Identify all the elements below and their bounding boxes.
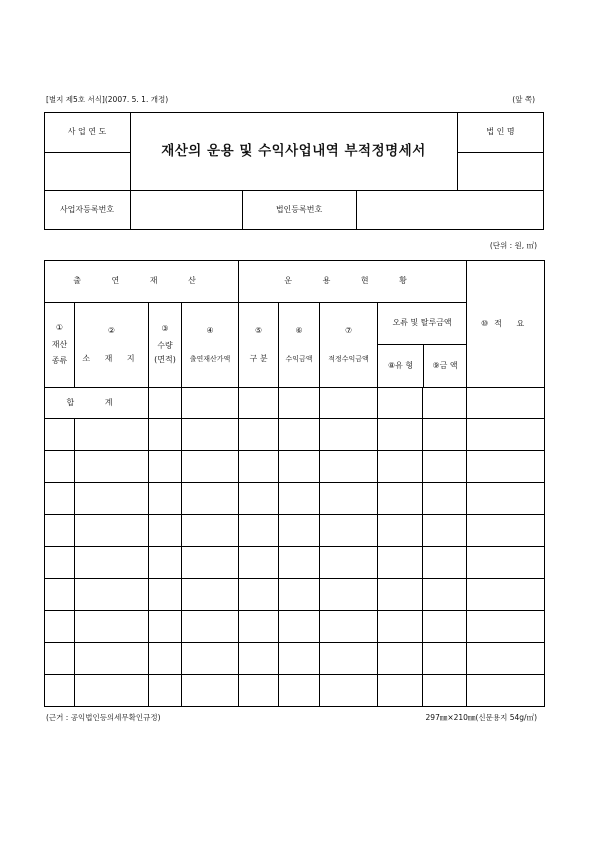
table-row xyxy=(45,675,545,707)
col-error-group xyxy=(378,303,467,388)
table-row xyxy=(45,547,545,579)
col-remarks-header: ⑩적 요 xyxy=(467,261,545,388)
total-row xyxy=(45,388,545,419)
footer-basis: (근거 : 공익법인등의세무확인규정) xyxy=(46,713,161,722)
col-proper-revenue-header: ⑦ 적정수익금액 xyxy=(320,303,378,388)
corp-name-label: 법 인 명 xyxy=(486,127,515,136)
table-row xyxy=(45,579,545,611)
page-title: 재산의 운용 및 수익사업내역 부적정명세서 xyxy=(161,142,426,159)
table-row xyxy=(45,611,545,643)
group-contributed-header: 출 연 재 산 xyxy=(45,261,239,303)
corp-reg-no-field[interactable] xyxy=(356,190,544,230)
col-revenue-header: ⑥ 수익금액 xyxy=(279,303,320,388)
table-row xyxy=(45,419,545,451)
corp-name-field[interactable] xyxy=(457,152,544,190)
form-label: [별지 제5호 서식](2007. 5. 1. 개정) xyxy=(46,95,169,104)
unit-label: (단위 : 원, ㎡) xyxy=(489,241,537,250)
business-year-field[interactable] xyxy=(44,152,130,190)
side-label: (앞 쪽) xyxy=(512,95,535,104)
col-quantity-header: ③ 수량 (면적) xyxy=(149,303,182,388)
business-year-label: 사 업 연 도 xyxy=(67,127,107,136)
col-error-type-header: ⑧유 형 xyxy=(378,345,424,387)
table-row xyxy=(45,451,545,483)
biz-reg-no-field[interactable] xyxy=(130,190,242,230)
footer-paper-size: 297㎜×210㎜(신문용지 54g/㎡) xyxy=(425,713,537,722)
biz-reg-no-label: 사업자등록번호 xyxy=(59,205,115,214)
table-row xyxy=(45,515,545,547)
total-label: 합 계 xyxy=(45,388,149,419)
col-category-header: ⑤ 구 분 xyxy=(239,303,279,388)
group-error-header: 오류 및 탈루금액 xyxy=(378,303,466,345)
col-contributed-value-header: ④ 출연재산가액 xyxy=(182,303,239,388)
col-asset-type-header: ① 재산 종류 xyxy=(45,303,75,388)
details-table xyxy=(44,260,545,707)
group-operation-header: 운 용 현 황 xyxy=(239,261,467,303)
table-row xyxy=(45,483,545,515)
table-row xyxy=(45,643,545,675)
col-location-header: ② 소 재 지 xyxy=(75,303,149,388)
col-error-amount-header: ⑨금 액 xyxy=(432,360,458,370)
corp-reg-no-label: 법인등록번호 xyxy=(275,205,323,214)
